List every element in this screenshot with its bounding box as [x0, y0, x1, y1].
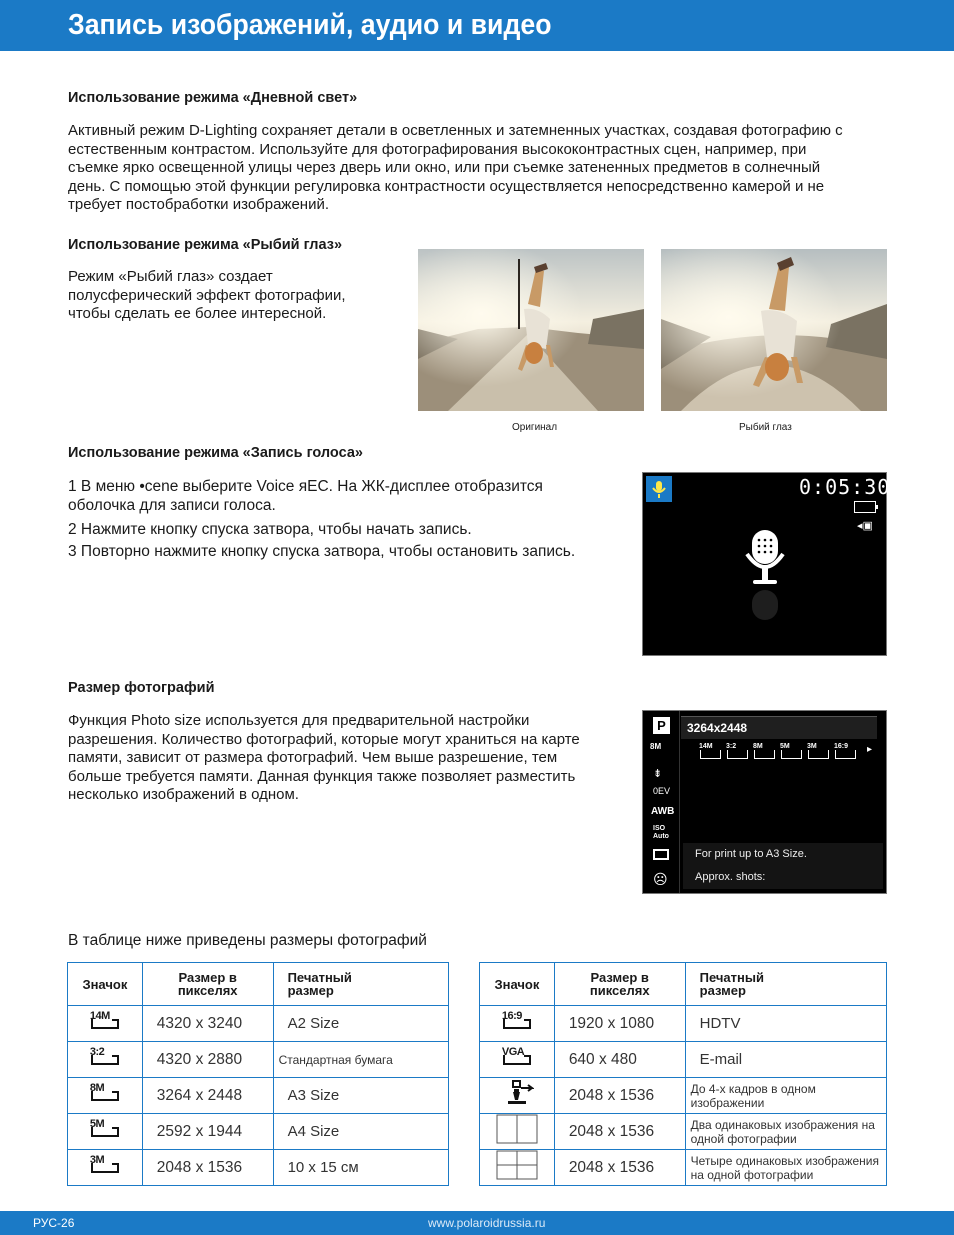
fisheye-photo: [661, 249, 887, 411]
split-four-icon: [496, 1150, 538, 1180]
photosize-menu-screen: [642, 710, 887, 894]
size-3-2-icon: [88, 1047, 122, 1067]
page-number: РУС-26: [33, 1216, 75, 1230]
photo-size-table-left: [67, 962, 449, 1186]
icon-label: 8M: [89, 1082, 105, 1094]
page-header: [0, 0, 954, 51]
row-print-size: E-mail: [685, 1042, 886, 1078]
next-arrow-icon[interactable]: ▸: [867, 744, 873, 755]
row-icon-cell: [480, 1150, 555, 1186]
row-print-size: Стандартная бумага: [273, 1042, 448, 1078]
row-pixels: 1920 x 1080: [554, 1006, 685, 1042]
side-icon-iso: ISO Auto: [653, 825, 669, 840]
row-pixels: 4320 x 3240: [142, 1006, 273, 1042]
footer-url[interactable]: www.polaroidrussia.ru: [428, 1216, 546, 1230]
caption-fisheye: Рыбий глаз: [739, 422, 792, 433]
quality-icon: ⇟: [653, 768, 663, 780]
row-icon-cell: [68, 1114, 143, 1150]
row-icon-cell: [480, 1114, 555, 1150]
page-title: Запись изображений, аудио и видео: [68, 9, 552, 41]
size-options: [699, 743, 879, 763]
table-intro: В таблице ниже приведены размеры фотографий: [68, 932, 427, 949]
split-two-icon: [496, 1114, 538, 1144]
icon-label: 3:2: [89, 1046, 105, 1058]
row-pixels: 4320 x 2880: [142, 1042, 273, 1078]
photosize-heading: Размер фотографий: [68, 680, 215, 696]
battery-icon: [854, 501, 876, 513]
fisheye-text: Режим «Рыбий глаз» создает полусферический эффект фотографии, чтобы сделать ее более интересной.: [68, 268, 346, 323]
row-icon-cell: [68, 1042, 143, 1078]
row-icon-cell: [480, 1042, 555, 1078]
table-row: [480, 1078, 887, 1114]
table-row: [68, 1006, 449, 1042]
lcd-size-option-8m[interactable]: [753, 743, 775, 761]
table-row: [480, 1006, 887, 1042]
photo-size-table-right: [479, 962, 887, 1186]
row-icon-cell: [480, 1006, 555, 1042]
row-print-size: 10 x 15 см: [273, 1150, 448, 1186]
table-row: [68, 1042, 449, 1078]
microphone-icon: [743, 528, 787, 628]
row-print-size: Два одинаковых изображения на одной фотографии: [685, 1114, 886, 1150]
size-14m-icon: [88, 1011, 122, 1031]
table-row: [68, 1078, 449, 1114]
photosize-text: Функция Photo size используется для предварительной настройки разрешения. Количество фотографий, которые могут храниться на карте памяти, зависит от размера фотографий. Чем выше разрешение, тем больше требуется памяти. Данная функция также позволяет разместить несколько изображений в одном.: [68, 712, 580, 804]
icon-label: VGA: [501, 1046, 525, 1058]
table-row: [480, 1114, 887, 1150]
info-line-2: Approx. shots:: [695, 871, 766, 883]
metering-icon: [653, 849, 669, 860]
icon-label: 14M: [89, 1010, 110, 1022]
option-label: 3:2: [726, 743, 737, 750]
table-row: [68, 1114, 449, 1150]
header-icon: Значок: [480, 963, 555, 1006]
header-icon: Значок: [68, 963, 143, 1006]
program-mode-icon: P: [653, 717, 670, 734]
collage-icon: [500, 1080, 534, 1106]
row-print-size: A4 Size: [273, 1114, 448, 1150]
row-pixels: 2048 x 1536: [554, 1114, 685, 1150]
row-print-size: HDTV: [685, 1006, 886, 1042]
voice-step-3: 3 Повторно нажмите кнопку спуска затвора, чтобы остановить запись.: [68, 543, 576, 560]
daylight-heading: Использование режима «Дневной свет»: [68, 90, 358, 106]
table-header-row: [480, 963, 887, 1006]
side-icon-size: 8M: [650, 742, 662, 751]
table-row: [480, 1042, 887, 1078]
row-print-size: A3 Size: [273, 1078, 448, 1114]
lcd-size-option-5m[interactable]: [780, 743, 802, 761]
size-8m-icon: [88, 1083, 122, 1103]
row-icon-cell: [68, 1150, 143, 1186]
header-print: Печатный размер: [685, 963, 886, 1006]
face-detect-icon: ☹: [653, 871, 668, 887]
header-pixels: Размер в пикселях: [142, 963, 273, 1006]
recording-timer: 0:05:30: [799, 475, 891, 499]
row-pixels: 640 x 480: [554, 1042, 685, 1078]
size-vga-icon: [500, 1047, 534, 1067]
memory-card-icon: ◂▣: [857, 520, 873, 532]
option-label: 14M: [699, 743, 713, 750]
option-label: 8M: [753, 743, 763, 750]
resolution-value: 3264x2448: [687, 721, 748, 735]
voice-step-2: 2 Нажмите кнопку спуска затвора, чтобы начать запись.: [68, 521, 472, 538]
voice-heading: Использование режима «Запись голоса»: [68, 445, 363, 461]
icon-label: 16:9: [501, 1010, 522, 1022]
voice-mode-icon: [646, 476, 672, 502]
daylight-text: Активный режим D-Lighting сохраняет детали в осветленных и затемненных участках, создавая фотографию с естественным контрастом. Используйте для фотографирования высококонтрастных сцен, например, при съемке ярко освещенной улицы через дверь или окно, или при съемке затененных предметов в солнечный день. С помощью этой функции регулировка контрастности осуществляется непосредственно камерой и не требует постобработки изображений.: [68, 122, 843, 214]
fisheye-heading: Использование режима «Рыбий глаз»: [68, 237, 343, 253]
side-icon-ev: 0EV: [653, 786, 671, 796]
row-pixels: 2592 x 1944: [142, 1114, 273, 1150]
caption-original: Оригинал: [512, 422, 558, 433]
size-16-9-icon: [500, 1011, 534, 1031]
page-footer: [0, 1211, 954, 1235]
row-icon-cell: [68, 1078, 143, 1114]
table-row: [480, 1150, 887, 1186]
icon-label: 3M: [89, 1154, 105, 1166]
row-pixels: 2048 x 1536: [554, 1150, 685, 1186]
option-label: 3M: [807, 743, 817, 750]
row-print-size: Четыре одинаковых изображения на одной фотографии: [685, 1150, 886, 1186]
info-panel: [683, 843, 883, 889]
lcd-size-option-3-2[interactable]: [726, 743, 748, 761]
size-3m-icon: [88, 1155, 122, 1175]
table-header-row: [68, 963, 449, 1006]
side-icon-awb: AWB: [651, 806, 675, 817]
menu-sidebar: [643, 711, 680, 893]
header-pixels: Размер в пикселях: [554, 963, 685, 1006]
lcd-size-option-16-9[interactable]: [834, 743, 856, 761]
lcd-size-option-3m[interactable]: [807, 743, 829, 761]
original-photo: [418, 249, 644, 411]
table-row: [68, 1150, 449, 1186]
lcd-size-option-14m[interactable]: [699, 743, 721, 761]
info-line-1: For print up to A3 Size.: [695, 848, 807, 860]
row-print-size: До 4-х кадров в одном изображении: [685, 1078, 886, 1114]
row-print-size: A2 Size: [273, 1006, 448, 1042]
resolution-bar: [681, 716, 877, 739]
icon-label: 5M: [89, 1118, 105, 1130]
row-pixels: 2048 x 1536: [142, 1150, 273, 1186]
size-5m-icon: [88, 1119, 122, 1139]
row-icon-cell: [68, 1006, 143, 1042]
row-icon-cell: [480, 1078, 555, 1114]
voice-recorder-screen: [642, 472, 891, 656]
row-pixels: 2048 x 1536: [554, 1078, 685, 1114]
voice-step-1: 1 В меню •cene выберите Voice яEC. На ЖК-дисплее отобразится оболочка для записи голоса.: [68, 478, 543, 514]
option-label: 16:9: [834, 743, 849, 750]
option-label: 5M: [780, 743, 790, 750]
header-print: Печатный размер: [273, 963, 448, 1006]
row-pixels: 3264 x 2448: [142, 1078, 273, 1114]
